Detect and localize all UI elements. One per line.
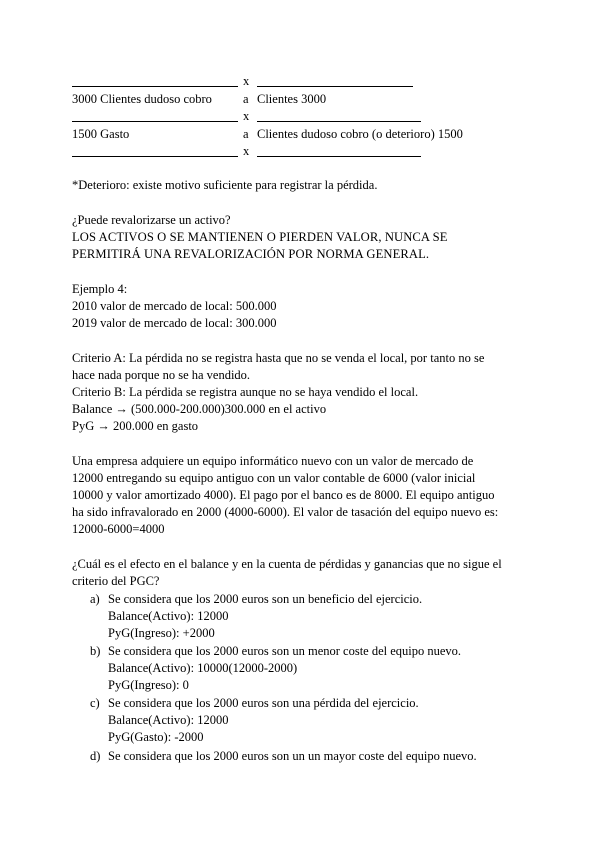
question2-line2: criterio del PGC? (72, 574, 160, 588)
criterio-b-line1: Criterio B: La pérdida se registra aunque no se haya vendido el local. (72, 385, 419, 399)
journal-rule-right-3 (257, 156, 421, 157)
option-b-sub1: Balance(Activo): 10000(12000-2000) (108, 661, 298, 675)
paragraph-line5: 12000-6000=4000 (72, 522, 165, 536)
criterio-a-line2: hace nada porque no se ha vendido. (72, 368, 251, 382)
journal-rule-left-1 (72, 86, 238, 87)
option-b-sub2: PyG(Ingreso): 0 (108, 678, 189, 692)
caps-statement-line1: LOS ACTIVOS O SE MANTIENEN O PIERDEN VALOR, NUNCA SE (72, 230, 448, 244)
journal-separator-2: x (243, 109, 250, 123)
option-a-text: Se considera que los 2000 euros son un beneficio del ejercicio. (108, 592, 423, 606)
option-b-text: Se considera que los 2000 euros son un menor coste del equipo nuevo. (108, 644, 462, 658)
paragraph-line2: 12000 entregando su equipo antiguo con un valor contable de 6000 (valor inicial (72, 471, 476, 485)
revalue-question: ¿Puede revalorizarse un activo? (72, 213, 231, 227)
paragraph-line3: 10000 y valor amortizado 4000). El pago por el banco es de 8000. El equipo antiguo (72, 488, 495, 502)
journal-entry1-a: a (243, 92, 249, 106)
option-c-sub1: Balance(Activo): 12000 (108, 713, 229, 727)
option-d-text: Se considera que los 2000 euros son un un mayor coste del equipo nuevo. (108, 749, 477, 763)
journal-rule-right-2 (257, 121, 421, 122)
option-c-sub2: PyG(Gasto): -2000 (108, 730, 204, 744)
paragraph-line1: Una empresa adquiere un equipo informático nuevo con un valor de mercado de (72, 454, 474, 468)
criterio-b-pyg: PyG → 200.000 en gasto (72, 419, 199, 433)
journal-separator-3: x (243, 144, 250, 158)
deterioro-note: *Deterioro: existe motivo suficiente para registrar la pérdida. (72, 178, 378, 192)
journal-entry1-debit: 3000 Clientes dudoso cobro (72, 92, 212, 106)
option-d-label: d) (90, 749, 101, 763)
example-title: Ejemplo 4: (72, 282, 128, 296)
journal-rule-right-1 (257, 86, 413, 87)
criterio-a-line1: Criterio A: La pérdida no se registra hasta que no se venda el local, por tanto no se (72, 351, 485, 365)
journal-rule-left-2 (72, 121, 238, 122)
journal-entry2-a: a (243, 127, 249, 141)
example-line1: 2010 valor de mercado de local: 500.000 (72, 299, 277, 313)
option-c-label: c) (90, 696, 100, 710)
journal-rule-left-3 (72, 156, 238, 157)
option-a-label: a) (90, 592, 100, 606)
option-b-label: b) (90, 644, 101, 658)
caps-statement-line2: PERMITIRÁ UNA REVALORIZACIÓN POR NORMA GENERAL. (72, 247, 430, 261)
option-a-sub1: Balance(Activo): 12000 (108, 609, 229, 623)
option-c-text: Se considera que los 2000 euros son una pérdida del ejercicio. (108, 696, 419, 710)
paragraph-line4: ha sido infravalorado en 2000 (4000-6000). El valor de tasación del equipo nuevo es: (72, 505, 499, 519)
journal-separator-1: x (243, 74, 250, 88)
question2-line1: ¿Cuál es el efecto en el balance y en la cuenta de pérdidas y ganancias que no sigue el (72, 557, 502, 571)
criterio-b-balance: Balance → (500.000-200.000)300.000 en el activo (72, 402, 327, 416)
journal-entry2-debit: 1500 Gasto (72, 127, 130, 141)
option-a-sub2: PyG(Ingreso): +2000 (108, 626, 215, 640)
journal-entry1-credit: Clientes 3000 (257, 92, 327, 106)
example-line2: 2019 valor de mercado de local: 300.000 (72, 316, 277, 330)
journal-entry2-credit: Clientes dudoso cobro (o deterioro) 1500 (257, 127, 463, 141)
